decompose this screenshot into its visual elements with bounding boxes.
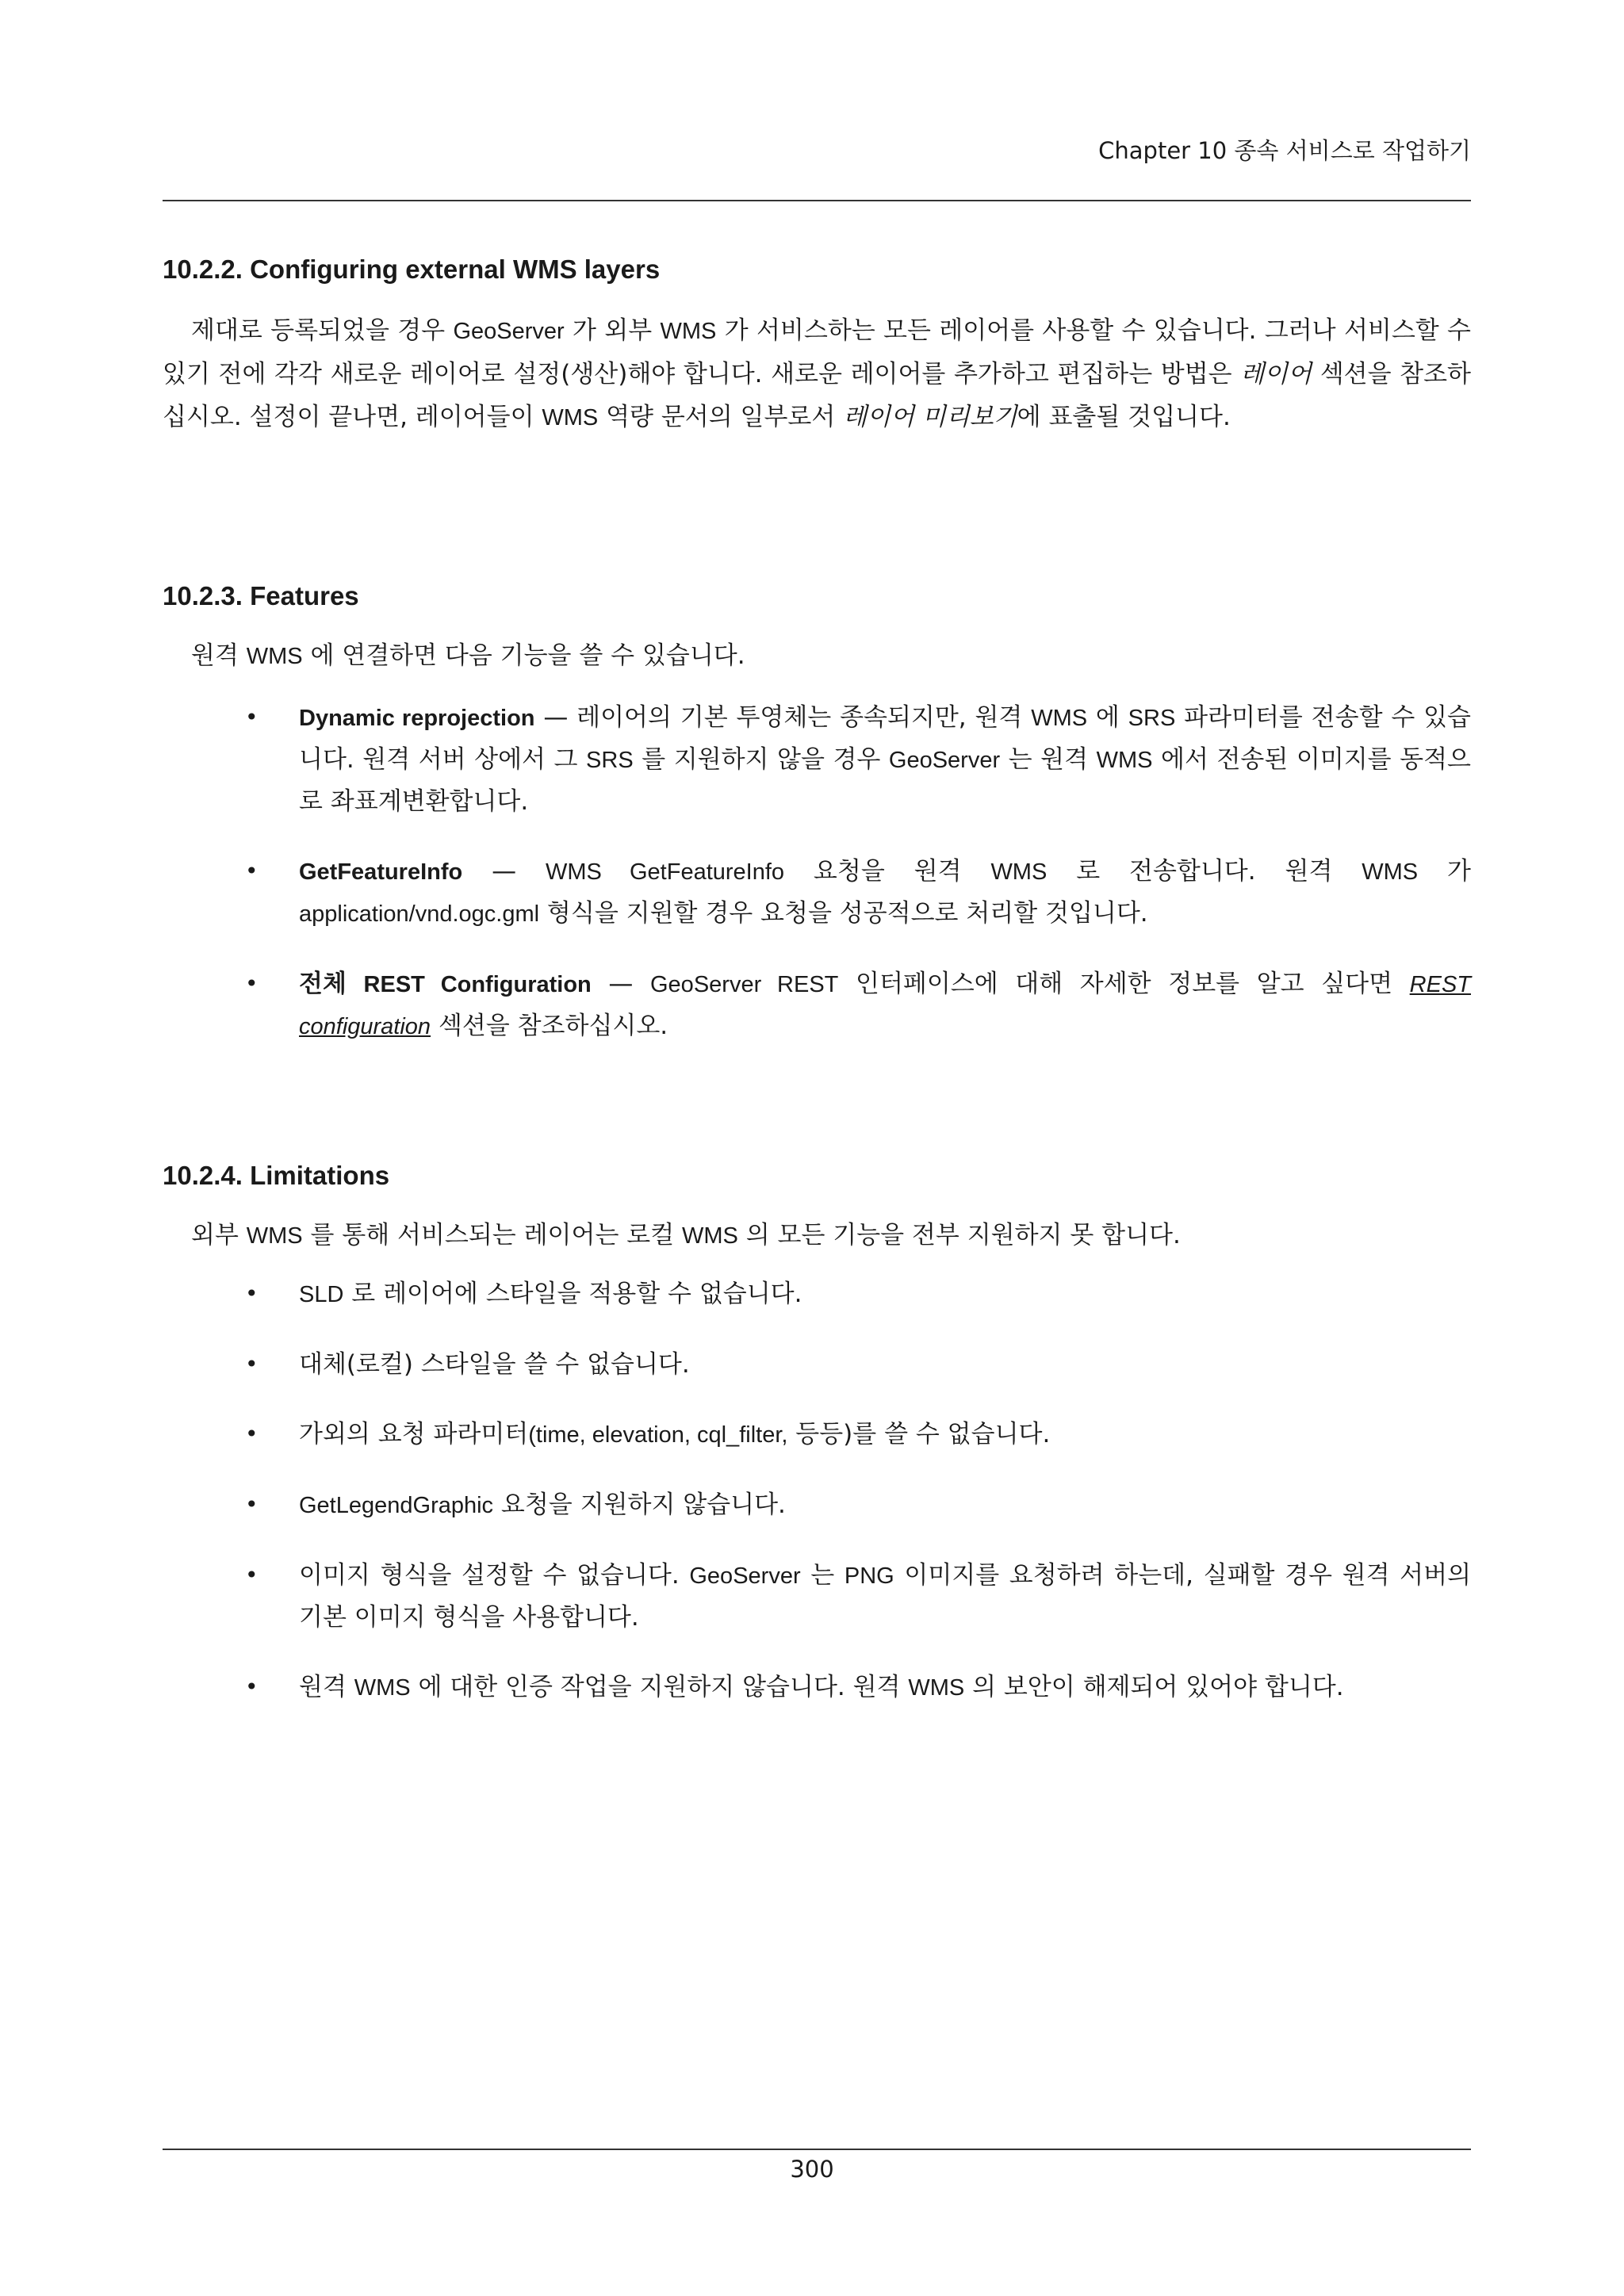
limitations-intro: 외부 WMS 를 통해 서비스되는 레이어는 로컬 WMS 의 모든 기능을 전부 지원하지 못 합니다.	[191, 1221, 1181, 1249]
bullet-icon: •	[245, 1491, 259, 1517]
list-item: • GetLegendGraphic 요청을 지원하지 않습니다.	[163, 1484, 1471, 1526]
section-configuring-external-wms-layers	[163, 252, 1471, 439]
list-item: • 원격 WMS 에 대한 인증 작업을 지원하지 않습니다. 원격 WMS 의 보안이 해제되어 있어야 합니다.	[163, 1667, 1471, 1709]
bullet-icon: •	[245, 1674, 259, 1700]
layers-link[interactable]: 레이어	[1240, 360, 1312, 388]
bullet-icon: •	[245, 970, 259, 997]
bullet-icon: •	[245, 704, 259, 730]
section-heading: 10.2.4. Limitations	[163, 1161, 390, 1190]
limitations-list	[163, 1273, 1471, 1709]
bullet-icon: •	[245, 1421, 259, 1447]
list-item: • 전체 REST Configuration — GeoServer REST 인터페이스에 대해 자세한 정보를 알고 싶다면 REST configuration 섹션을 참조하십시오.	[163, 963, 1471, 1047]
list-item: • 가외의 요청 파라미터(time, elevation, cql_filter, 등등)를 쓸 수 없습니다.	[163, 1414, 1471, 1456]
features-list	[163, 697, 1471, 1047]
list-item: • Dynamic reprojection — 레이어의 기본 투영체는 종속되지만, 원격 WMS 에 SRS 파라미터를 전송할 수 있습니다. 원격 서버 상에서 그 SRS 를 지원하지 않을 경우 GeoServer 는 원격 WMS 에서 전송된 이미지를 동적으로 좌표계변환합니다.	[163, 697, 1471, 822]
term-getfeatureinfo: GetFeatureInfo	[299, 859, 463, 885]
list-item: • 이미지 형식을 설정할 수 없습니다. GeoServer 는 PNG 이미지를 요청하려 하는데, 실패할 경우 원격 서버의 기본 이미지 형식을 사용합니다.	[163, 1555, 1471, 1638]
running-header: Chapter 10 종속 서비스로 작업하기	[1098, 137, 1471, 164]
section-features	[163, 579, 1471, 1047]
rest-configuration-link[interactable]: REST configuration	[299, 972, 1471, 1039]
section-limitations	[163, 1158, 1471, 1709]
term-rest-configuration: REST Configuration	[363, 972, 592, 997]
layer-preview-link[interactable]: 레이어 미리보기	[843, 403, 1017, 431]
list-item: • 대체(로컬) 스타일을 쓸 수 없습니다.	[163, 1344, 1471, 1385]
body-paragraph: 제대로 등록되었을 경우 GeoServer 가 외부 WMS 가 서비스하는 모든 레이어를 사용할 수 있습니다. 그러나 서비스할 수 있기 전에 각각 새로운 레이어로 설정(생산)해야 합니다. 새로운 레이어를 추가하고 편집하는 방법은 레이어 섹션을 참조하십시오. 설정이 끝나면, 레이어들이 WMS 역량 문서의 일부로서 레이어 미리보기에 표출될 것입니다.	[163, 316, 1471, 431]
bullet-icon: •	[245, 858, 259, 884]
section-heading: 10.2.2. Configuring external WMS layers	[163, 254, 661, 284]
header-rule	[163, 200, 1471, 201]
footer-rule	[163, 2149, 1471, 2150]
features-intro: 원격 WMS 에 연결하면 다음 기능을 쓸 수 있습니다.	[191, 641, 745, 670]
bullet-icon: •	[245, 1280, 259, 1307]
list-item: • SLD 로 레이어에 스타일을 적용할 수 없습니다.	[163, 1273, 1471, 1315]
bullet-icon: •	[245, 1562, 259, 1588]
list-item: • GetFeatureInfo — WMS GetFeatureInfo 요청을 원격 WMS 로 전송합니다. 원격 WMS 가 application/vnd.ogc.gml 형식을 지원할 경우 요청을 성공적으로 처리할 것입니다.	[163, 851, 1471, 935]
page-number: 300	[790, 2156, 834, 2183]
bullet-icon: •	[245, 1351, 259, 1377]
term-dynamic-reprojection: Dynamic reprojection	[299, 706, 535, 731]
section-heading: 10.2.3. Features	[163, 581, 359, 610]
